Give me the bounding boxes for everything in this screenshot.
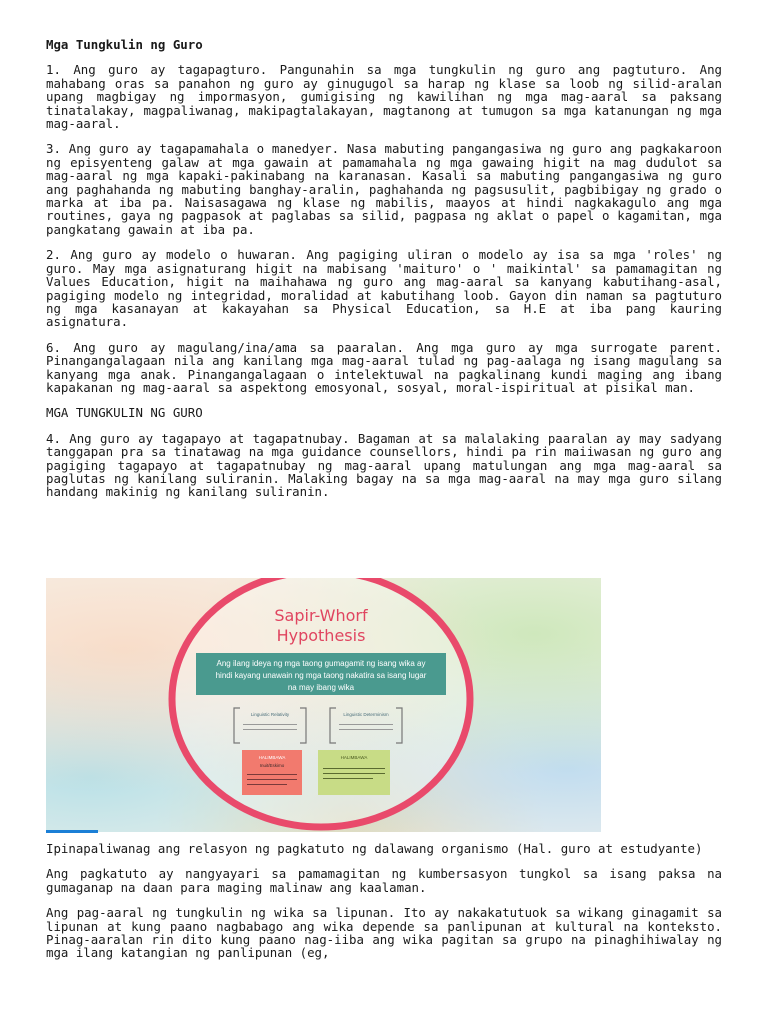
paragraph-3: 3. Ang guro ay tagapamahala o manedyer. Nasa mabuting pangangasiwa ng guro ang pagkakaroon ng episyenteng galaw at mga gawain at pamamahala ng mga gawaing higit na mag dudulot sa mag-aaral ng mga kapaki-pakinabang na karanasan. Kasali sa mabuting pangangasiwa ng guro ang paghahanda ng mabuting banghay-aralin, paghahanda ng pagsusulit, pagbibigay ng grado o marka at iba pa. Naisasagawa ng klase ng mabilis, maayos at hindi nagkakagulo ang mga routines, gaya ng pagpasok at paglabas sa silid, pagpasa ng aklat o papel o kagamitan, mga pangkatang gawain at iba pa. xyxy=(46,141,722,237)
banner-line1: Ang ilang ideya ng mga taong gumagamit ng isang wika ay xyxy=(216,659,426,668)
banner-line2: hindi kayang unawain ng mga taong nakatira sa isang lugar xyxy=(215,671,427,680)
paragraph-after-figure-1: Ipinapaliwanag ang relasyon ng pagkatuto ng dalawang organismo (Hal. guro at estudyante) xyxy=(46,841,703,856)
diagram-title-line2: Hypothesis xyxy=(276,626,366,645)
left-example-label: HALIMBAWA xyxy=(258,755,286,760)
paragraph-4: 4. Ang guro ay tagapayo at tagapatnubay. Bagaman at sa malalaking paaralan ay may sadyang tanggapan pra sa tinatawag na mga guidance counsellors, hindi pa rin maiiwasan ng guro ang pagiging tagapayo at tagapatnubay ng mag-aaral upang matulungan ang mga mag-aaral sa paglutas ng kanilang suliranin. Malaking bagay na sa mga mag-aaral na may mga guro silang handang makinig ng kanilang suliranin. xyxy=(46,430,722,500)
paragraph-2: 2. Ang guro ay modelo o huwaran. Ang pagiging uliran o modelo ay isa sa mga 'roles' ng guro. May mga asignaturang higit na mabisang 'maituro' o ' maikintal' sa pamamagitan ng Values Education, higit na maihahawa ng guro ang mag-aaral sa kanyang kabutihang-asal, pagiging modelo ng integridad, moralidad at kabutihang loob. Gayon din naman sa pagtuturo ng mga kasanayan at kakayahan sa Physical Education, sa H.E at iba pang kauring asignatura. xyxy=(46,247,722,330)
right-example-label: HALIMBAWA xyxy=(340,755,368,760)
sapir-whorf-diagram xyxy=(46,578,601,832)
paragraph-after-figure-2: Ang pagkatuto ay nangyayari sa pamamagitan ng kumbersasyon tungkol sa isang paksa na gumaganap na daan para maging malinaw ang kaalaman. xyxy=(46,866,722,895)
left-example-sub: Inuit/Eskimo xyxy=(259,763,285,768)
diagram-title-line1: Sapir-Whorf xyxy=(274,606,368,625)
text-column-bottom xyxy=(46,842,722,960)
paragraph-6: 6. Ang guro ay magulang/ina/ama sa paaralan. Ang mga guro ay mga surrogate parent. Pinangangalagaan nila ang kanilang mga mag-aaral tulad ng pag-aalaga ng isang magulang sa kanyang mga anak. Pinangangalagaan o intelektuwal na pagkalinang kundi maging ang ibang kapakanan ng mag-aaral sa aspektong emosyonal, sosyal, moral-ispiritual at pisikal man. xyxy=(46,339,722,395)
text-column-top xyxy=(46,38,722,499)
page-title: Mga Tungkulin ng Guro xyxy=(46,37,203,52)
paragraph-1: 1. Ang guro ay tagapagturo. Pangunahin sa mga tungkulin ng guro ang pagtuturo. Ang mahabang oras sa panahon ng guro ay ginugugol sa harap ng klase sa loob ng silid-aralan upang magbigay ng impormasyon, gumigising ng kawilihan ng mga mag-aaral sa paksang tinatalakay, magpaliwanag, makipagtalakayan, magtanong at tumugon sa mga katanungan ng mga mag-aaral. xyxy=(46,62,722,132)
sapir-whorf-image xyxy=(46,578,601,832)
section-heading: MGA TUNGKULIN NG GURO xyxy=(46,405,203,421)
right-concept-label: Linguistic Determinism xyxy=(343,712,389,717)
banner-line3: na may ibang wika xyxy=(287,683,355,692)
image-progress-indicator xyxy=(46,830,98,833)
left-concept-label: Linguistic Relativity xyxy=(250,712,290,717)
paragraph-after-figure-3: Ang pag-aaral ng tungkulin ng wika sa lipunan. Ito ay nakakatutuok sa wikang ginagamit sa lipunan at kung paano nagbabago ang wika depende sa panlipunan at kultural na konteksto. Pinag-aaralan rin dito kung paano nag-iiba ang wika pagitan sa grupo na pinaghihiwalay ng mga ilang katangian ng panlipunan (eg, xyxy=(46,905,722,961)
